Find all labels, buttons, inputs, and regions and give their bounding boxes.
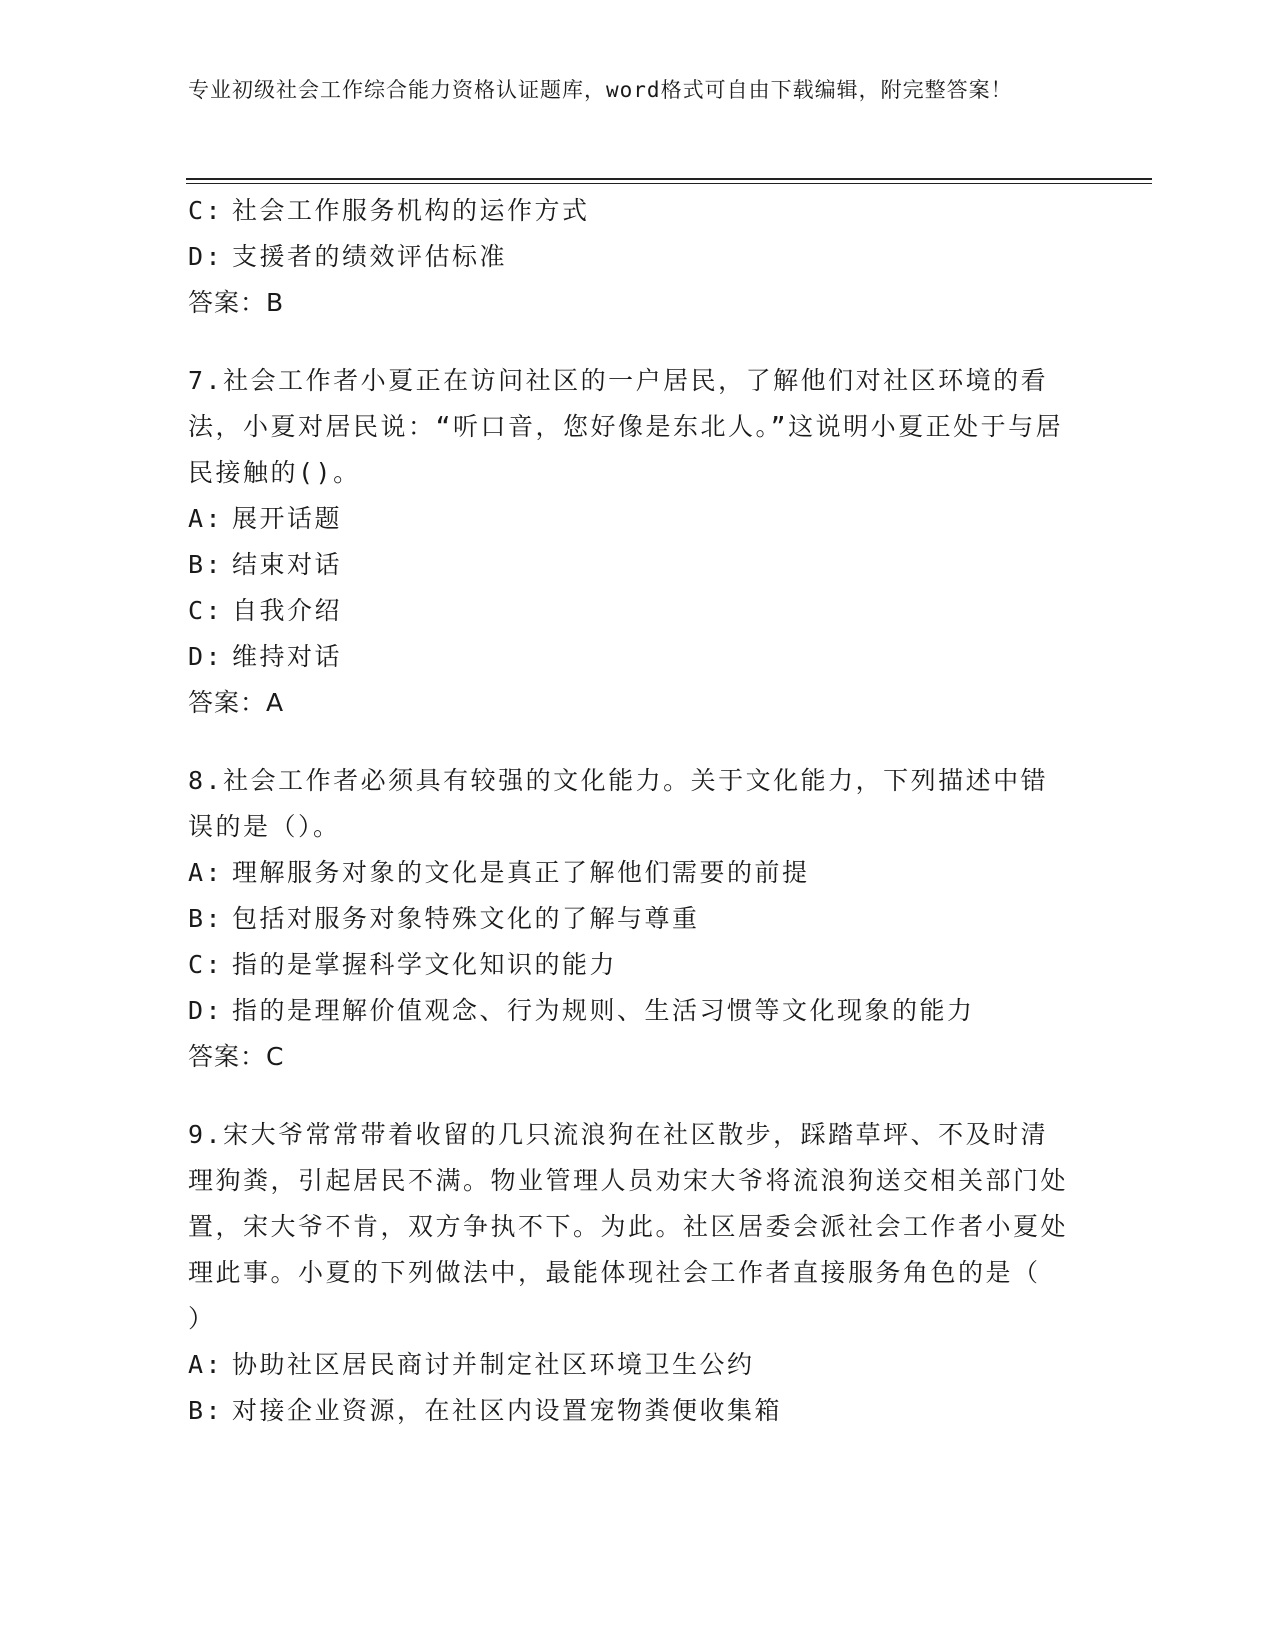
option-b: B: 包括对服务对象特殊文化的了解与尊重 (188, 904, 700, 933)
header-rule-thick (186, 178, 1152, 180)
question-stem: 7.社会工作者小夏正在访问社区的一户居民，了解他们对社区环境的看法，小夏对居民说：“听口音，您好像是东北人。”这说明小夏正处于与居民接触的()。 (188, 366, 1064, 487)
option-d: D: 维持对话 (188, 642, 343, 671)
answer-line: 答案：C (188, 1042, 285, 1071)
option-a: A: 理解服务对象的文化是真正了解他们需要的前提 (188, 858, 810, 887)
answer-line: 答案：B (188, 288, 285, 317)
prev-question-block (188, 188, 1068, 326)
page-header: 专业初级社会工作综合能力资格认证题库，word格式可自由下载编辑，附完整答案！ (188, 78, 1013, 102)
answer-line: 答案：A (188, 688, 285, 717)
question-9 (188, 1112, 1096, 1434)
question-content (188, 188, 1096, 1434)
header-rule-thin (186, 183, 1152, 184)
option-c: C: 自我介绍 (188, 596, 343, 625)
option-b: B: 结束对话 (188, 550, 343, 579)
option-d: D: 指的是理解价值观念、行为规则、生活习惯等文化现象的能力 (188, 996, 975, 1025)
question-stem: 8.社会工作者必须具有较强的文化能力。关于文化能力，下列描述中错误的是（）。 (188, 766, 1049, 841)
option-c: C: 社会工作服务机构的运作方式 (188, 196, 590, 225)
question-stem: 9.宋大爷常常带着收留的几只流浪狗在社区散步，踩踏草坪、不及时清理狗粪，引起居民不满。物业管理人员劝宋大爷将流浪狗送交相关部门处置，宋大爷不肯，双方争执不下。为此。社区居委会派社会工作者小夏处理此事。小夏的下列做法中，最能体现社会工作者直接服务角色的是（ ） (188, 1120, 1096, 1333)
question-7 (188, 358, 1068, 726)
option-a: A: 协助社区居民商讨并制定社区环境卫生公约 (188, 1350, 755, 1379)
option-a: A: 展开话题 (188, 504, 343, 533)
option-d: D: 支援者的绩效评估标准 (188, 242, 508, 271)
question-8 (188, 758, 1068, 1080)
option-c: C: 指的是掌握科学文化知识的能力 (188, 950, 618, 979)
option-b: B: 对接企业资源，在社区内设置宠物粪便收集箱 (188, 1396, 783, 1425)
